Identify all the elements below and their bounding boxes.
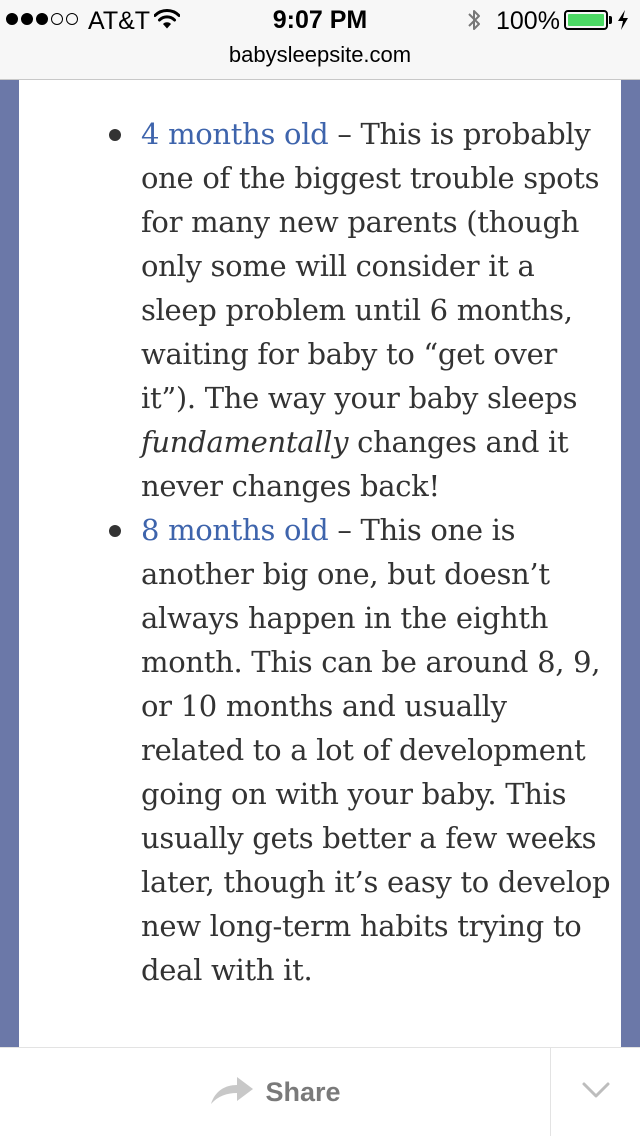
emphasis-text: fundamentally [141, 425, 349, 459]
share-arrow-icon [209, 1073, 255, 1112]
bullet-icon [109, 525, 121, 537]
battery-level-fill [568, 14, 604, 26]
url-domain[interactable]: babysleepsite.com [228, 42, 412, 67]
status-bar [0, 0, 640, 40]
chevron-down-icon [581, 1081, 611, 1104]
carrier-name: AT&T [88, 7, 151, 35]
page-side-border-left [0, 80, 19, 1050]
bullet-list [19, 112, 621, 992]
share-button[interactable] [0, 1048, 550, 1136]
list-item [19, 112, 621, 508]
list-item-text: changes and it never changes back! [141, 425, 569, 503]
share-bar [0, 1047, 640, 1136]
share-label: Share [265, 1076, 341, 1107]
bluetooth-icon [466, 7, 482, 38]
link-4-months-old[interactable]: 4 months old [141, 117, 329, 151]
battery-icon [564, 10, 608, 30]
bullet-icon [109, 129, 121, 141]
article-body[interactable] [19, 80, 621, 1050]
page-side-border-right [621, 80, 640, 1050]
url-bar[interactable] [0, 40, 640, 80]
battery-percent: 100% [496, 7, 560, 35]
list-item-text: – This is probably one of the biggest trouble spots for many new parents (though only some will consider it a sleep problem until 6 months, waiting for baby to “get over it”). The way your baby sleeps [141, 117, 600, 415]
clock: 9:07 PM [272, 6, 368, 34]
battery-tip [609, 16, 612, 24]
collapse-button[interactable] [551, 1048, 640, 1136]
link-8-months-old[interactable]: 8 months old [141, 513, 329, 547]
charging-icon [616, 9, 630, 36]
list-item [19, 508, 621, 992]
list-item-text: – This one is another big one, but doesn’t always happen in the eighth month. This can be around 8, 9, or 10 months and usually related to a lot of development going on with your baby. This usually gets better a few weeks later, though it’s easy to develop new long-term habits trying to deal with it. [141, 513, 611, 987]
